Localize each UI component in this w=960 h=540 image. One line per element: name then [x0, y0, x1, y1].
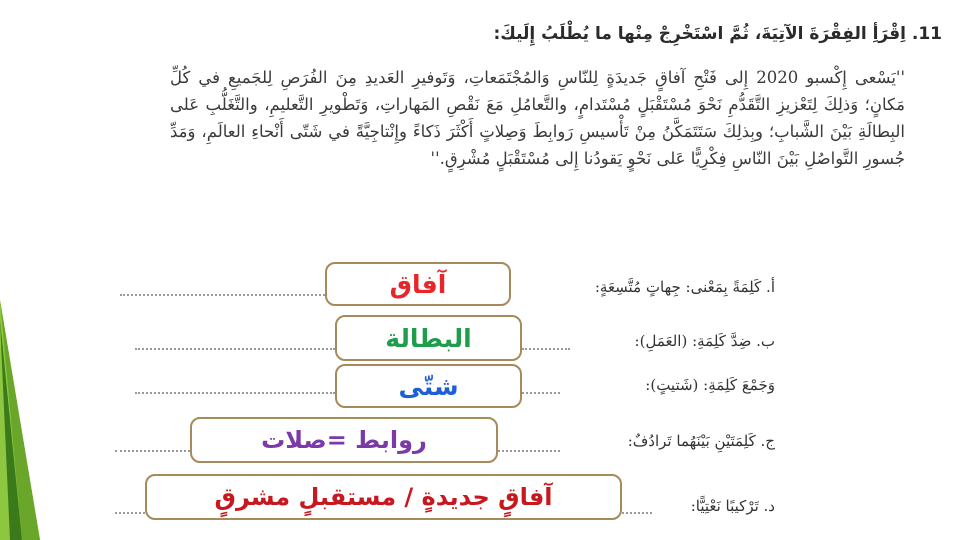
item-d-dotted-line-2 [622, 510, 652, 514]
item-c-answer-box: روابط =صلات [190, 417, 498, 463]
item-c-label: ج. كَلِمَتَيْنِ بَيْنَهُما تَرادُفٌ: [627, 432, 775, 450]
item-b2-answer-box: شتّى [335, 364, 522, 408]
reading-passage: ''يَسْعى إِكْسبو 2020 إِلى فَتْحِ آفاقٍ جَديدَةٍ لِلنّاسِ وَالمُجْتَمَعاتِ، وَتَوفيرِ العَديدِ مِنَ الفُرَصِ لِلجَميعِ في كُلِّ مَكانٍ؛ وَذلِكَ لِتَعْزيزِ التَّقَدُّمِ نَحْوَ مُسْتَقْبَلٍ مُسْتَدامٍ، والتَّعامُلِ مَعَ نَقْصِ المَهاراتِ، وَتَطْويرِ التَّعليمِ، والتَّغَلُّبِ عَلى البِطالَةِ بَيْنَ الشَّبابِ؛ وبِذلِكَ سَتَتَمَكَّنُ مِنْ تَأْسيسِ رَوابِطَ وَصِلاتٍ أَكْثَرَ ذَكاءً وإِنْتاجِيَّةً في شَتّى أَنْحاءِ العالَمِ، وَمَدِّ جُسورِ التَّواصُلِ بَيْنَ النّاسِ فِكْرِيًّا عَلى نَحْوٍ يَقودُنا إِلى مُسْتَقْبَلٍ مُشْرِقٍ.'' [170, 68, 905, 168]
item-c-dotted-line [115, 448, 190, 452]
item-b-dotted-line [135, 346, 335, 350]
item-b-answer-box: البطالة [335, 315, 522, 361]
item-c-dotted-line-2 [498, 448, 560, 452]
item-d-dotted-line [115, 510, 145, 514]
question-title: 11. اِقْرَأِ الفِقْرَةَ الآتِيَةَ، ثُمَّ اسْتَخْرِجْ مِنْها ما يُطْلَبُ إِلَيكَ: [493, 24, 942, 44]
item-b2-dotted-line-2 [522, 390, 560, 394]
item-b-label: ب. ضِدَّ كَلِمَةِ: (العَمَلِ): [634, 332, 775, 350]
item-b-dotted-line-2 [522, 346, 570, 350]
item-b2-label: وَجَمْعَ كَلِمَةِ: (شَتيتٍ): [645, 376, 775, 394]
item-d-answer-box: آفاقٍ جديدةٍ / مستقبلٍ مشرقٍ [145, 474, 622, 520]
item-d-label: د. تَرْكيبًا نَعْتِيًّا: [690, 497, 775, 515]
green-accent-shape [0, 0, 60, 540]
item-a-dotted-line [120, 292, 325, 296]
item-a-answer-box: آفاق [325, 262, 511, 306]
item-b2-dotted-line [135, 390, 335, 394]
item-a-label: أ. كَلِمَةً بِمَعْنى: جِهاتٍ مُتَّسِعَةٍ: [594, 278, 775, 296]
